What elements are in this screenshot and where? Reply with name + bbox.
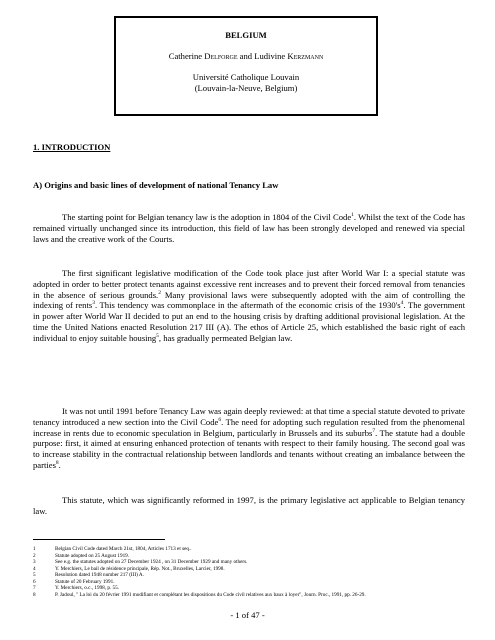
subsection-heading-origins: A) Origins and basic lines of development of national Tenancy Law [33,180,279,190]
footnote-ref-3[interactable]: 3 [92,300,95,307]
footnote: 1 Belgian Civil Code dated March 21st, 1804, Articles 1713 et seq.. [33,546,192,552]
footnote: 4 Y. Merchiers, Le bail de résidence principale, Rép. Not., Bruxelles, Larcier, 1998. [33,565,225,572]
page-number: - 1 of 47 - [230,610,265,620]
location: (Louvain-la-Neuve, Belgium) [194,83,298,93]
country-title: BELGIUM [225,30,267,40]
footnote: 7 Y. Merchiers, o.c., 1998, p. 55. [33,585,120,591]
paragraph-2: The first significant legislative modification of the Code took place just after World War I: a special statute was adopted in order to better protect tenants against excessive rent increases and to prevent their forced removal from tenancies in the absence of serious grounds.$^2$ Many provisional laws were subsequently adopted with the aim of controlling the indexing of rents$^3$. This tendency was commonplace in the aftermath of the economic crisis of the $1930's^4$. The government in power after World War II decided to put an end to the housing crisis by drafting additional provisional legislation. At the time the United Nations enacted Resolution 217 III (A). The ethos of Article 25, which established the basic right of each individual to enjoy suitable housing$^5$, has gradually permeated Belgian law. [33,268,466,343]
footnote: 2 Statute adopted on 25 August 1919. [33,552,130,559]
author1-surname: Delforge [204,51,238,61]
footnote-ref-4[interactable]: 4 [400,300,404,307]
university: Université Catholique Louvain [192,72,300,82]
footnote-ref-1[interactable]: 1 [351,212,354,219]
paragraph-4: This statute, which was significantly reformed in 1997, is the primary legislative act applicable to Belgian tenancy law. [33,495,465,516]
footnote-ref-6[interactable]: 6 [218,416,222,423]
footnote-divider [33,539,165,540]
author2-surname: Kerzmann [287,51,324,61]
footnote: 5 Resolution dated 1948 number 217 (III) A. [33,572,144,578]
footnote: 3 See e.g. the statutes adopted on 27 December 1924 , on 31 December 1929 and many others. [33,559,248,565]
footnote: 6 Statute of 20 February 1991. [33,578,115,585]
authors: Catherine Delforge and Ludivine Kerzmann [168,51,324,61]
paragraph-1: The starting point for Belgian tenancy law is the adoption in 1804 of the Civil Code$^1$. Whilst the text of the Code has remained virtually unchanged since its introduction, this field of law has been strongly developed and renewed via special laws and the creative work of the Courts. [33,212,465,244]
title-box [114,16,378,116]
footnote-ref-2[interactable]: 2 [158,289,161,296]
footnotes [33,546,465,598]
paragraph-3: It was not until 1991 before Tenancy Law was again deeply reviewed: at that time a special statute devoted to private tenancy introduced a new section into the Civil Code$^6$. The need for adopting such regulation resulted from the phenomenal increase in rents due to economic speculation in Belgium, particularly in Brussels and its suburbs$^7$. The statute had a double purpose: first, it aimed at ensuring enhanced protection of tenants with respect to their family housing. The second goal was to increase stability in the contractual relationship between landlords and tenants without creating an imbalance between the parties$^8$. [33,406,466,470]
section-heading-introduction: 1. INTRODUCTION [33,142,111,152]
footnote: 8 P. Jadoul, " La loi du 20 février 1991 modifiant et complétant les dispositions du Code civil relatives aux baux à loyer", Journ. Proc., 1991, pp. 26-29. [33,591,366,598]
footnote-ref-5[interactable]: 5 [156,332,159,339]
footnote-ref-7[interactable]: 7 [372,427,376,434]
footnote-ref-8[interactable]: 8 [55,460,59,467]
